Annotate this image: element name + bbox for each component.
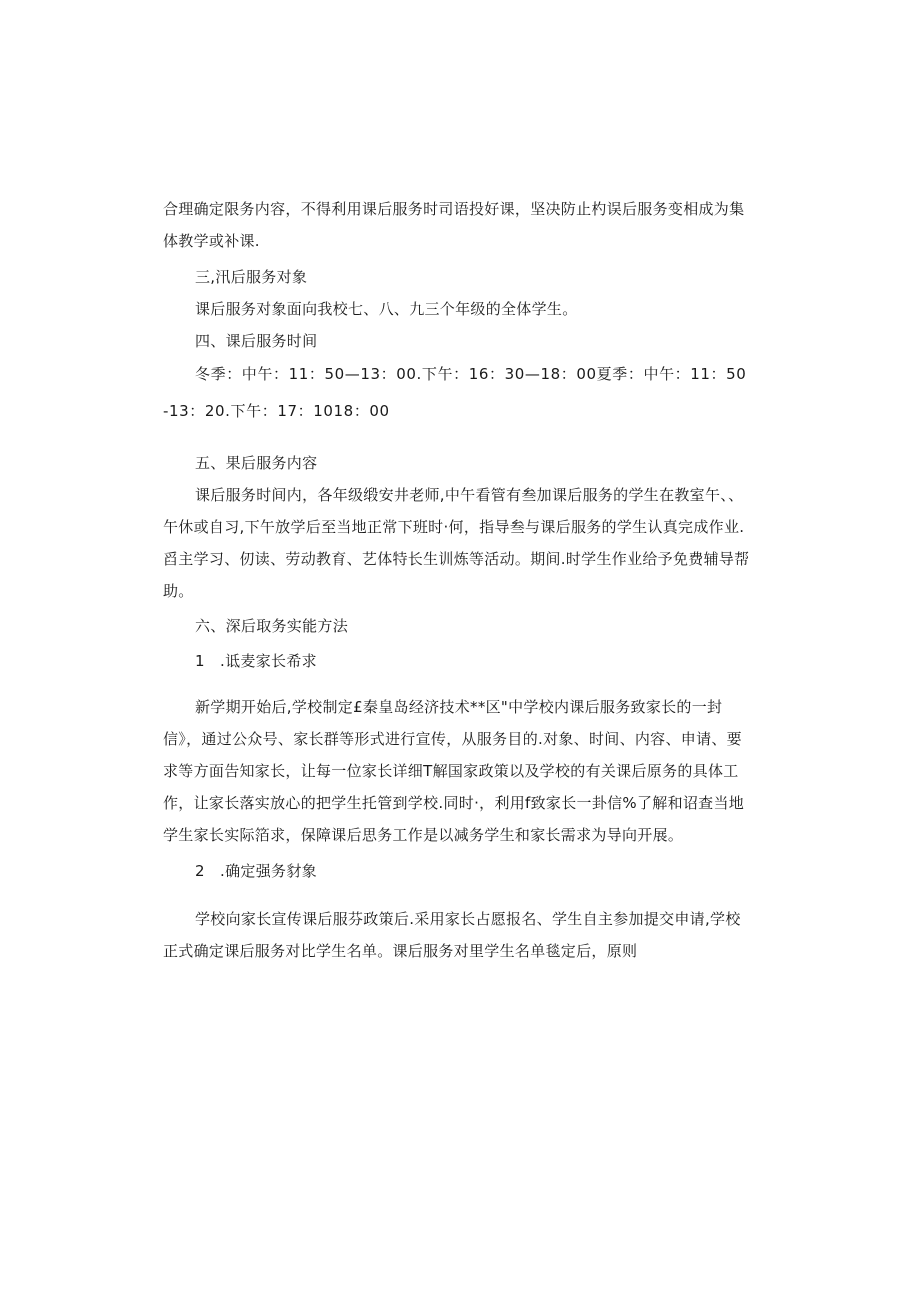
subheading-1: 1 .诋麦家长希求 xyxy=(195,652,317,670)
paragraph-line: 课后服务对象面向我校七、八、九三个年级的全体学生。 xyxy=(195,300,578,318)
paragraph-line: 求等方面告知家长，让每一位家长详细T解国家政策以及学校的有关课后原务的具体工 xyxy=(163,762,739,780)
section-heading-3: 三,汛后服务对象 xyxy=(195,268,308,286)
paragraph-line: 助。 xyxy=(163,582,194,600)
paragraph-line: 舀主学习、仞读、劳动教育、艺体特长生训炼等活动。期间.时学生作业给予免费辅导帮 xyxy=(163,550,750,568)
section-heading-4: 四、课后服务时间 xyxy=(195,332,318,350)
paragraph-line: 合理确定限务内容，不得利用课后服务时司语投好课，坚决防止杓误后服务变相成为集 xyxy=(163,200,745,218)
paragraph-line: 正式确定课后服务对比学生名单。课后服务对里学生名单毯定后，原则 xyxy=(163,942,638,960)
paragraph-line: 作，让家长落实放心的把学生托管到学校.同时·，利用f致家长一卦信%了解和诏查当地 xyxy=(163,794,745,812)
subheading-2: 2 .确定强务豺象 xyxy=(195,862,317,880)
paragraph-line: 冬季：中午：11：50—13：00.下午：16：30—18：00夏季：中午：11：50 xyxy=(195,365,747,383)
paragraph-line: 学生家长实际箔求，保障课后思务工作是以减务学生和家长需求为导向开展。 xyxy=(163,826,684,844)
paragraph-line: 学校向家长宣传课后服芬政策后.采用家长占愿报名、学生自主参加提交申请,学校 xyxy=(195,910,741,928)
paragraph-line: 午休或自习,下午放学后至当地正常下班时·何，指导叁与课后服务的学生认真完成作业. xyxy=(163,518,745,536)
paragraph-line: 体教学或补课. xyxy=(163,232,260,250)
section-heading-5: 五、果后服务内容 xyxy=(195,454,318,472)
paragraph-line: 新学期开始后,学校制定£秦皇岛经济技术**区"中学校内课后服务致家长的一封 xyxy=(195,698,723,716)
paragraph-line: -13：20.下午：17：1018：00 xyxy=(163,402,390,420)
paragraph-line: 信》，通过公众号、家长群等形式进行宣传，从服务目的.对象、时间、内容、申请、要 xyxy=(163,730,742,748)
paragraph-line: 课后服务时间内，各年级缎安井老师,中午看管有叁加课后服务的学生在教室午、、 xyxy=(195,486,744,504)
section-heading-6: 六、深后取务实能方法 xyxy=(195,617,349,635)
